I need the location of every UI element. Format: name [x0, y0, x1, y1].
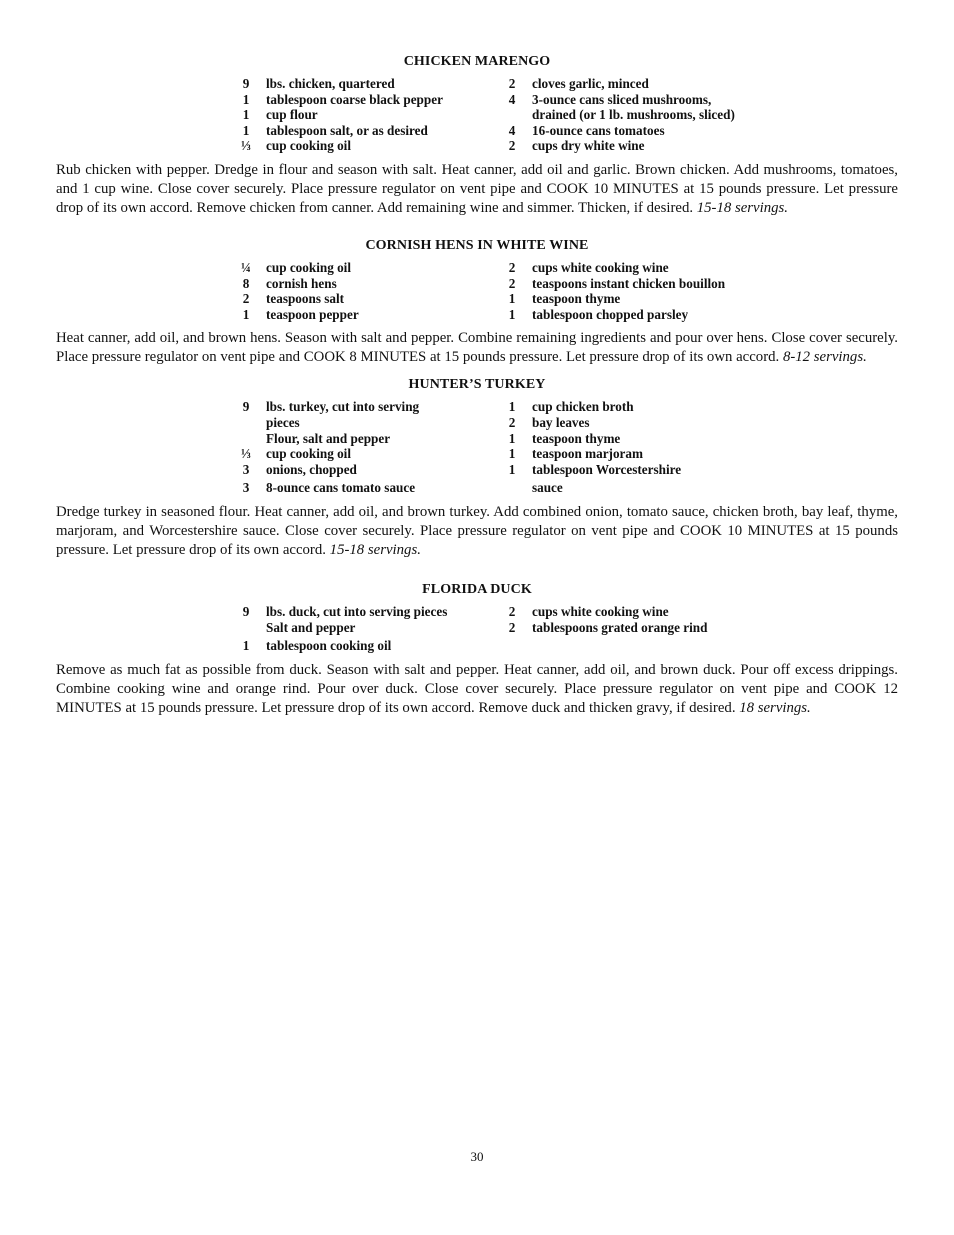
ingredient-item — [239, 462, 505, 478]
servings: 15-18 servings. — [329, 541, 421, 558]
ingredient-quantity: 3 — [242, 480, 250, 496]
ingredient-quantity: 2 — [508, 603, 516, 619]
ingredient-item — [505, 307, 771, 323]
ingredient-text: cup cooking oil — [266, 259, 352, 275]
recipe-method — [56, 329, 898, 367]
ingredient-quantity: 1 — [508, 399, 516, 415]
ingredient-item — [505, 446, 771, 462]
ingredient-quantity: 1 — [242, 638, 250, 654]
recipe-cornish-hens — [56, 238, 898, 367]
ingredient-quantity: 1 — [508, 446, 516, 462]
ingredient-column-right — [505, 260, 771, 322]
ingredient-quantity: 2 — [508, 259, 516, 275]
ingredient-item — [505, 123, 771, 139]
ingredient-quantity: 1 — [508, 430, 516, 446]
ingredient-text: Salt and pepper — [266, 619, 356, 635]
ingredient-quantity: ⅓ — [241, 138, 251, 154]
ingredient-list — [239, 76, 898, 154]
ingredient-column-left — [239, 260, 505, 322]
ingredient-quantity — [239, 620, 253, 636]
ingredient-text: cornish hens — [266, 275, 337, 291]
ingredient-text: teaspoon marjoram — [532, 446, 643, 462]
ingredient-text: cup chicken broth — [532, 399, 634, 415]
ingredient-quantity: 2 — [508, 275, 516, 291]
ingredient-item — [239, 291, 505, 307]
ingredient-list — [239, 604, 898, 654]
ingredient-text: lbs. turkey, cut into serving — [266, 399, 420, 415]
ingredient-column-left — [239, 604, 505, 654]
ingredient-text: cups dry white wine — [532, 138, 645, 154]
ingredient-list — [239, 399, 898, 496]
ingredient-item — [239, 620, 505, 636]
ingredient-text: cup cooking oil — [266, 138, 352, 154]
ingredient-quantity: 9 — [242, 603, 250, 619]
ingredient-column-right — [505, 604, 771, 654]
ingredient-text: cup flour — [266, 107, 318, 123]
ingredient-text: teaspoons salt — [266, 291, 345, 307]
ingredient-item — [239, 276, 505, 292]
ingredient-quantity: 3 — [242, 461, 250, 477]
ingredient-text: tablespoon coarse black pepper — [266, 91, 443, 107]
ingredient-quantity — [239, 415, 253, 431]
ingredient-quantity: 1 — [242, 107, 250, 123]
recipe-method — [56, 661, 898, 718]
ingredient-text: cups white cooking wine — [532, 259, 669, 275]
ingredient-item — [505, 276, 771, 292]
ingredient-text: sauce — [532, 480, 563, 496]
ingredient-quantity — [505, 107, 519, 123]
method-text: Dredge turkey in seasoned flour. Heat canner, add oil, and brown turkey. Add combined onion, tomato sauce, chicken broth, bay leaf, thyme, marjoram, and Worcestershire sauce. Close cover securely. Place pressure regulator on vent pipe and COOK 10 MINUTES at 15 pounds pressure. Let pressure drop of its own accord. — [56, 503, 898, 558]
ingredient-text: tablespoons grated orange rind — [532, 619, 708, 635]
ingredient-item — [505, 604, 771, 620]
ingredient-item — [239, 307, 505, 323]
ingredient-quantity: 2 — [242, 291, 250, 307]
recipe-chicken-marengo — [56, 54, 898, 218]
ingredient-text: tablespoon cooking oil — [266, 638, 392, 654]
recipe-page — [56, 54, 898, 728]
ingredient-quantity: 2 — [508, 76, 516, 91]
recipe-method — [56, 161, 898, 218]
ingredient-item — [239, 431, 505, 447]
ingredient-item — [239, 399, 505, 415]
ingredient-quantity: 1 — [242, 122, 250, 138]
ingredient-quantity: 1 — [508, 461, 516, 477]
recipe-hunters-turkey — [56, 377, 898, 560]
ingredient-item — [505, 462, 771, 478]
ingredient-text: lbs. duck, cut into serving pieces — [266, 603, 448, 619]
ingredient-item — [239, 107, 505, 123]
recipe-florida-duck — [56, 582, 898, 718]
recipe-title: HUNTER’S TURKEY — [408, 377, 546, 393]
ingredient-quantity — [239, 431, 253, 447]
ingredient-item — [239, 480, 505, 496]
ingredient-text: teaspoon thyme — [532, 291, 621, 307]
ingredient-text: bay leaves — [532, 414, 590, 430]
recipe-title: FLORIDA DUCK — [422, 581, 532, 597]
ingredient-item — [239, 76, 505, 92]
ingredient-item — [505, 107, 771, 123]
ingredient-text: teaspoons instant chicken bouillon — [532, 275, 726, 291]
ingredient-item — [239, 123, 505, 139]
ingredient-text: cloves garlic, minced — [532, 76, 649, 91]
ingredient-item — [239, 138, 505, 154]
method-text: Heat canner, add oil, and brown hens. Season with salt and pepper. Combine remaining ingredients and pour over hens. Close cover securely. Place pressure regulator on vent pipe and COOK 8 MINUTES at 15 pounds pressure. Let pressure drop of its own accord. — [56, 330, 898, 366]
ingredient-item — [505, 92, 771, 108]
ingredient-column-right — [505, 399, 771, 496]
ingredient-quantity: 9 — [242, 76, 250, 91]
ingredient-item — [505, 431, 771, 447]
ingredient-item — [505, 415, 771, 431]
ingredient-item — [505, 480, 771, 496]
servings: 18 servings. — [739, 699, 811, 716]
ingredient-column-left — [239, 76, 505, 154]
ingredient-quantity: 2 — [508, 619, 516, 635]
ingredient-quantity: 2 — [508, 138, 516, 154]
recipe-title: CORNISH HENS IN WHITE WINE — [365, 237, 589, 253]
ingredient-text: 8-ounce cans tomato sauce — [266, 480, 416, 496]
ingredient-text: tablespoon Worcestershire — [532, 461, 682, 477]
ingredient-quantity: 2 — [508, 414, 516, 430]
ingredient-text: lbs. chicken, quartered — [266, 76, 395, 91]
ingredient-quantity: 8 — [242, 275, 250, 291]
ingredient-text: drained (or 1 lb. mushrooms, sliced) — [532, 107, 735, 123]
ingredient-text: cup cooking oil — [266, 446, 352, 462]
ingredient-text: cups white cooking wine — [532, 603, 669, 619]
ingredient-quantity: 1 — [242, 306, 250, 322]
ingredient-item — [505, 76, 771, 92]
ingredient-column-right — [505, 76, 771, 154]
ingredient-text: tablespoon chopped parsley — [532, 306, 689, 322]
ingredient-item — [505, 620, 771, 636]
ingredient-text: tablespoon salt, or as desired — [266, 122, 428, 138]
ingredient-item — [239, 92, 505, 108]
servings: 15-18 servings. — [696, 199, 788, 216]
ingredient-item — [505, 138, 771, 154]
ingredient-quantity: ¼ — [241, 259, 251, 275]
servings: 8-12 servings. — [782, 349, 867, 366]
ingredient-text: Flour, salt and pepper — [266, 430, 391, 446]
ingredient-text: teaspoon pepper — [266, 306, 359, 322]
ingredient-quantity: 1 — [508, 306, 516, 322]
ingredient-quantity: 1 — [508, 291, 516, 307]
ingredient-text: 3-ounce cans sliced mushrooms, — [532, 91, 712, 107]
ingredient-item — [505, 399, 771, 415]
ingredient-text: teaspoon thyme — [532, 430, 621, 446]
ingredient-text: onions, chopped — [266, 461, 357, 477]
ingredient-item — [505, 291, 771, 307]
ingredient-list — [239, 260, 898, 322]
ingredient-quantity: 9 — [242, 399, 250, 415]
ingredient-quantity — [505, 480, 519, 496]
ingredient-item — [239, 638, 505, 654]
ingredient-item — [239, 446, 505, 462]
ingredient-item — [505, 260, 771, 276]
ingredient-quantity: 4 — [508, 122, 516, 138]
ingredient-text: 16-ounce cans tomatoes — [532, 122, 665, 138]
ingredient-item — [239, 604, 505, 620]
recipe-method — [56, 503, 898, 560]
ingredient-quantity: 1 — [242, 91, 250, 107]
method-text: Rub chicken with pepper. Dredge in flour and season with salt. Heat canner, add oil and garlic. Brown chicken. Add mushrooms, tomatoes, and 1 cup wine. Close cover securely. Place pressure regulator on vent pipe and COOK 10 MINUTES at 15 pounds pressure. Let pressure drop of its own accord. Remove chicken from canner. Add remaining wine and simmer. Thicken, if desired. — [56, 161, 898, 216]
page-number: 30 — [470, 1149, 484, 1164]
ingredient-column-left — [239, 399, 505, 496]
ingredient-quantity: ⅓ — [241, 446, 251, 462]
ingredient-quantity: 4 — [508, 91, 516, 107]
recipe-title: CHICKEN MARENGO — [403, 54, 551, 69]
method-text: Remove as much fat as possible from duck. Season with salt and pepper. Heat canner, add oil, and brown duck. Pour off excess drippings. Combine cooking wine and orange rind. Pour over duck. Close cover securely. Place pressure regulator on vent pipe and COOK 12 MINUTES at 15 pounds pressure. Let pressure drop of its own accord. Remove duck and thicken gravy, if desired. — [56, 661, 898, 716]
ingredient-text: pieces — [266, 414, 300, 430]
ingredient-item — [239, 260, 505, 276]
ingredient-item — [239, 415, 505, 431]
